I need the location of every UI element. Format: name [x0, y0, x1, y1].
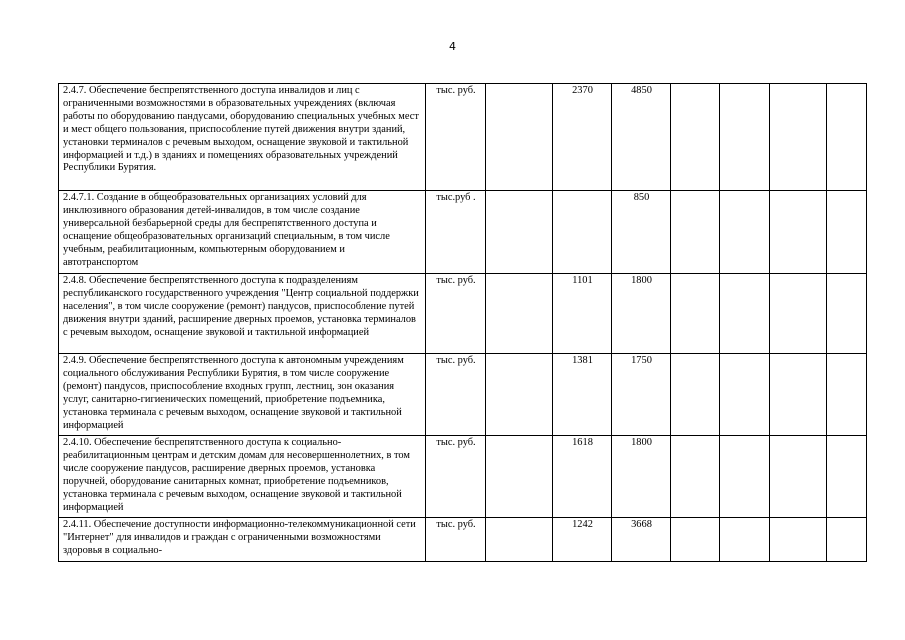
page-number: 4: [449, 40, 456, 53]
value-cell: 1101: [553, 274, 612, 354]
row-unit: тыс. руб.: [426, 436, 486, 518]
row-unit: тыс. руб.: [426, 274, 486, 354]
value-cell: [827, 518, 867, 562]
value-cell: [671, 191, 720, 274]
value-cell: [827, 436, 867, 518]
table-row: [59, 354, 867, 436]
value-cell: [671, 84, 720, 191]
row-unit: тыс. руб.: [426, 518, 486, 562]
value-cell: [827, 274, 867, 354]
value-cell: [671, 518, 720, 562]
value-cell: 1381: [553, 354, 612, 436]
value-cell: [827, 84, 867, 191]
value-cell: [671, 274, 720, 354]
value-cell: [720, 84, 770, 191]
budget-table: [58, 83, 867, 562]
value-cell: [486, 354, 553, 436]
table-row: [59, 518, 867, 562]
value-cell: 850: [612, 191, 671, 274]
value-cell: [486, 84, 553, 191]
table-body: [59, 84, 867, 562]
value-cell: 1618: [553, 436, 612, 518]
value-cell: [770, 436, 827, 518]
value-cell: [827, 191, 867, 274]
value-cell: [671, 354, 720, 436]
table-row: [59, 191, 867, 274]
row-description: 2.4.7. Обеспечение беспрепятственного доступа инвалидов и лиц с ограниченными возможностями в образовательных учреждениях (включая работы по оборудованию пандусами, оборудованию специальных учебных мест и мест общего пользования, приспособление путей движения внутри зданий, установки терминалов с речевым выходом, оснащение звуковой и тактильной информацией и т.д.) в зданиях и помещениях образовательных учреждений Республики Бурятия.: [59, 84, 426, 191]
value-cell: [720, 436, 770, 518]
row-description: 2.4.7.1. Создание в общеобразовательных организациях условий для инклюзивного образования детей-инвалидов, в том числе создание универсальной безбарьерной среды для беспрепятственного доступа и оснащение общеобразовательных организаций специальным, в том числе учебным, реабилитационным, компьютерным оборудованием и автотранспортом: [59, 191, 426, 274]
value-cell: 1242: [553, 518, 612, 562]
row-description: 2.4.10. Обеспечение беспрепятственного доступа к социально-реабилитационным центрам и детским домам для несовершеннолетних, в том числе сооружение пандусов, расширение дверных проемов, установка поручней, оборудование санитарных комнат, приобретение подъемников, установка терминала с речевым выходом, оснащение звуковой и тактильной информацией: [59, 436, 426, 518]
value-cell: [720, 518, 770, 562]
value-cell: 1750: [612, 354, 671, 436]
value-cell: 4850: [612, 84, 671, 191]
value-cell: [553, 191, 612, 274]
value-cell: 3668: [612, 518, 671, 562]
value-cell: [720, 274, 770, 354]
value-cell: [770, 274, 827, 354]
value-cell: [770, 84, 827, 191]
value-cell: [486, 518, 553, 562]
row-description: 2.4.11. Обеспечение доступности информационно-телекоммуникационной сети "Интернет" для инвалидов и граждан с ограниченными возможностями здоровья в социально-: [59, 518, 426, 562]
value-cell: [770, 191, 827, 274]
table-row: [59, 84, 867, 191]
value-cell: [827, 354, 867, 436]
value-cell: [486, 436, 553, 518]
row-unit: тыс.руб .: [426, 191, 486, 274]
table-row: [59, 274, 867, 354]
value-cell: [770, 354, 827, 436]
value-cell: 2370: [553, 84, 612, 191]
value-cell: [486, 274, 553, 354]
table-row: [59, 436, 867, 518]
value-cell: 1800: [612, 436, 671, 518]
value-cell: [671, 436, 720, 518]
row-unit: тыс. руб.: [426, 354, 486, 436]
value-cell: [720, 191, 770, 274]
value-cell: 1800: [612, 274, 671, 354]
value-cell: [720, 354, 770, 436]
value-cell: [486, 191, 553, 274]
row-description: 2.4.9. Обеспечение беспрепятственного доступа к автономным учреждениям социального обслуживания Республики Бурятия, в том числе сооружение (ремонт) пандусов, приспособление входных групп, лестниц, зон оказания услуг, санитарно-гигиенических помещений, приобретение подъемника, установка терминала с речевым выходом, оснащение звуковой и тактильной информацией: [59, 354, 426, 436]
row-unit: тыс. руб.: [426, 84, 486, 191]
value-cell: [770, 518, 827, 562]
row-description: 2.4.8. Обеспечение беспрепятственного доступа к подразделениям республиканского государственного учреждения "Центр социальной поддержки населения", в том числе сооружение (ремонт) пандусов, приспособление путей движения внутри зданий, расширение дверных проемов, установка терминалов с речевым выходом, оснащение звуковой и тактильной информацией: [59, 274, 426, 354]
